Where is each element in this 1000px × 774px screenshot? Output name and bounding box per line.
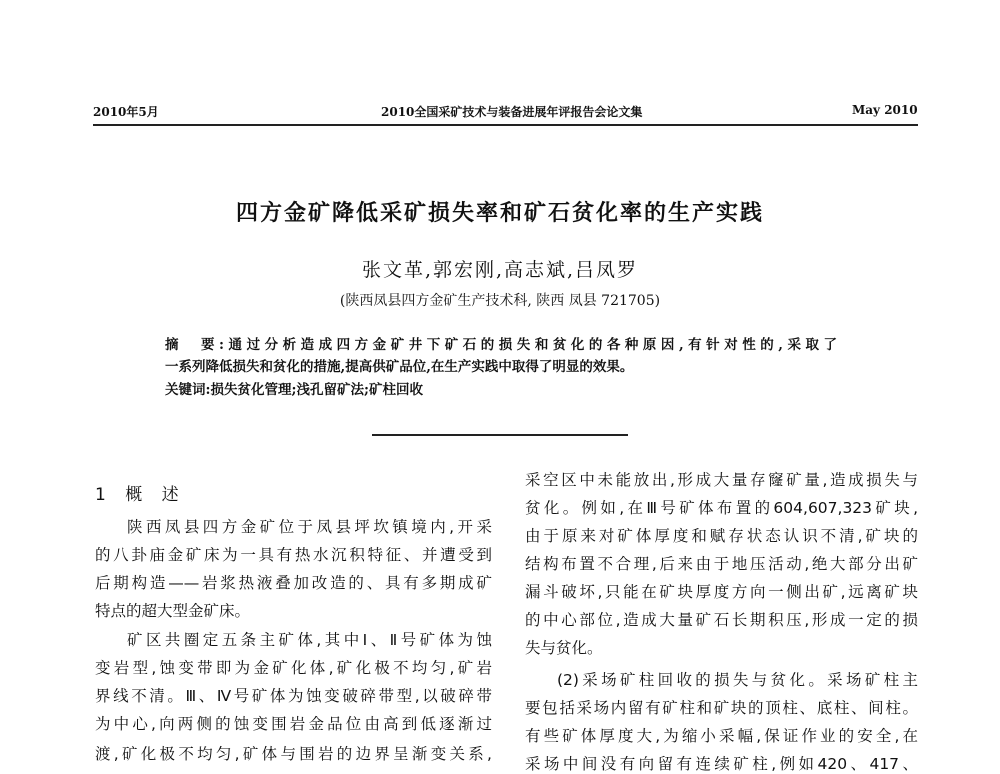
- header-date-en: May 2010: [852, 103, 918, 117]
- body-line: 的中心部位,造成大量矿石长期积压,形成一定的损: [525, 611, 918, 629]
- body-line: 为中心,向两侧的蚀变围岩金品位由高到低逐渐过: [95, 715, 492, 733]
- keywords: 关键词:损失贫化管理;浅孔留矿法;矿柱回收: [165, 382, 423, 398]
- body-line: 结构布置不合理,后来由于地压活动,绝大部分出矿: [525, 555, 918, 573]
- body-line: 界线不清。Ⅲ、Ⅳ号矿体为蚀变破碎带型,以破碎带: [95, 687, 492, 705]
- body-line: 由于原来对矿体厚度和赋存状态认识不清,矿块的: [525, 527, 918, 545]
- body-line: 后期构造——岩浆热液叠加改造的、具有多期成矿: [95, 574, 492, 592]
- header-journal: 2010全国采矿技术与装备进展年评报告会论文集: [381, 105, 643, 119]
- body-line: 要包括采场内留有矿柱和矿块的顶柱、底柱、间柱。: [525, 699, 918, 717]
- authors: 张文革,郭宏刚,高志斌,吕凤罗: [361, 259, 639, 281]
- divider: [372, 434, 628, 436]
- body-line: 矿区共圈定五条主矿体,其中Ⅰ、Ⅱ号矿体为蚀: [127, 631, 492, 649]
- body-line: 失与贫化。: [525, 639, 603, 657]
- abstract-line: 摘 要:通过分析造成四方金矿井下矿石的损失和贫化的各种原因,有针对性的,采取了: [165, 337, 837, 353]
- section-heading: 1 概 述: [95, 485, 179, 505]
- body-line: 贫化。例如,在Ⅲ号矿体布置的604,607,323矿块,: [525, 499, 918, 517]
- body-line: 采场中间没有向留有连续矿柱,例如420、417、: [525, 755, 918, 773]
- body-line: 漏斗破坏,只能在矿块厚度方向一侧出矿,远离矿块: [525, 583, 918, 601]
- body-line: 的八卦庙金矿床为一具有热水沉积特征、并遭受到: [95, 546, 492, 564]
- body-line: 变岩型,蚀变带即为金矿化体,矿化极不均匀,矿岩: [95, 659, 492, 677]
- abstract-line: 一系列降低损失和贫化的措施,提高供矿品位,在生产实践中取得了明显的效果。: [165, 359, 634, 375]
- header-date: 2010年5月: [93, 105, 159, 119]
- body-line: 陕西凤县四方金矿位于凤县坪坎镇境内,开采: [127, 518, 492, 536]
- body-line: 渡,矿化极不均匀,矿体与围岩的边界呈渐变关系,: [95, 745, 492, 763]
- body-line: 有些矿体厚度大,为缩小采幅,保证作业的安全,在: [525, 727, 918, 745]
- header-rule: [93, 124, 918, 126]
- paper-title: 四方金矿降低采矿损失率和矿石贫化率的生产实践: [235, 201, 764, 226]
- body-line: 采空区中未能放出,形成大量存窿矿量,造成损失与: [525, 471, 918, 489]
- body-line: (2)采场矿柱回收的损失与贫化。采场矿柱主: [557, 671, 918, 689]
- affiliation: (陕西凤县四方金矿生产技术科, 陕西 凤县 721705): [339, 293, 661, 309]
- body-line: 特点的超大型金矿床。: [95, 602, 251, 620]
